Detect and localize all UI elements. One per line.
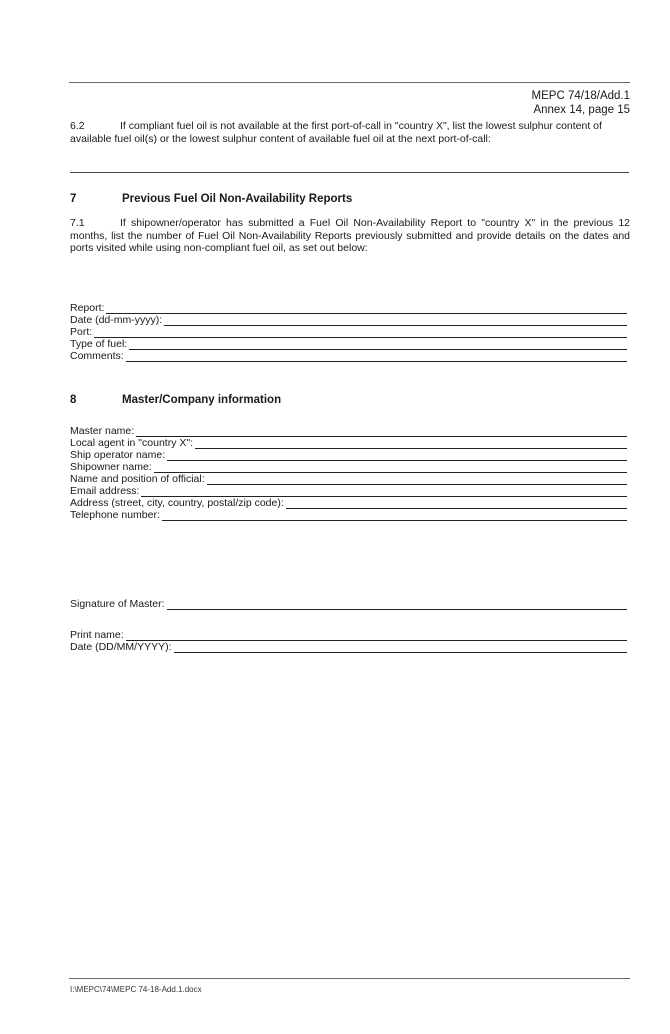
field-input-line[interactable]	[141, 487, 627, 497]
paragraph-number: 6.2	[70, 120, 85, 132]
field-input-line[interactable]	[94, 328, 627, 338]
field-label: Port:	[70, 326, 93, 338]
form-field-date	[70, 314, 627, 326]
signature-block	[70, 598, 627, 610]
field-input-line[interactable]	[136, 427, 627, 437]
paragraph-text: If shipowner/operator has submitted a Fuel Oil Non-Availability Report to "country X" in the previous 12 months, list the number of Fuel Oil Non-Availability Reports previously submitted and provide details on the dates and ports visited while using non-compliant fuel oil, as set out below:	[70, 217, 630, 254]
document-reference	[532, 89, 630, 117]
footer-rule	[69, 978, 630, 979]
form-field-local-agent	[70, 437, 627, 449]
document-symbol: MEPC 74/18/Add.1	[531, 90, 630, 102]
form-field-official	[70, 473, 627, 485]
field-input-line[interactable]	[167, 451, 627, 461]
form-field-port	[70, 326, 627, 338]
form-field-email	[70, 485, 627, 497]
form-field-master-name	[70, 425, 627, 437]
form-field-shipowner-name	[70, 461, 627, 473]
form-field-telephone	[70, 509, 627, 521]
form-field-ship-operator-name	[70, 449, 627, 461]
field-input-line[interactable]	[129, 340, 627, 350]
form-field-report	[70, 302, 627, 314]
field-input-line[interactable]	[106, 304, 627, 314]
field-label: Report:	[70, 302, 105, 314]
field-label: Master name:	[70, 425, 135, 437]
field-label: Type of fuel:	[70, 338, 128, 350]
form-field-comments	[70, 350, 627, 362]
field-input-line[interactable]	[195, 439, 627, 449]
form-field-signature	[70, 598, 627, 610]
answer-line-6-2[interactable]	[70, 172, 629, 173]
file-path: I:\MEPC\74\MEPC 74-18-Add.1.docx	[70, 985, 202, 994]
field-label: Shipowner name:	[70, 461, 152, 473]
paragraph-6-2	[70, 120, 630, 145]
field-input-line[interactable]	[164, 316, 627, 326]
section-7-heading	[70, 193, 352, 205]
section-8-heading	[70, 394, 281, 406]
field-label: Local agent in "country X":	[70, 437, 194, 449]
paragraph-number: 7.1	[70, 217, 85, 229]
field-label: Print name:	[70, 629, 124, 641]
field-label: Telephone number:	[70, 509, 160, 521]
paragraph-text: If compliant fuel oil is not available at the first port-of-call in "country X", list the lowest sulphur content of available fuel oil(s) or the lowest sulphur content of available fuel oil at the next port-of-call:	[70, 120, 602, 145]
field-label: Date (DD/MM/YYYY):	[70, 641, 172, 653]
field-label: Date (dd-mm-yyyy):	[70, 314, 163, 326]
field-label: Name and position of official:	[70, 473, 205, 485]
field-label: Address (street, city, country, postal/zip code):	[70, 497, 284, 509]
field-input-line[interactable]	[167, 600, 627, 610]
field-input-line[interactable]	[174, 643, 627, 653]
field-label: Ship operator name:	[70, 449, 166, 461]
form-field-type-of-fuel	[70, 338, 627, 350]
header-rule	[69, 82, 630, 83]
field-label: Email address:	[70, 485, 140, 497]
section-number: 8	[70, 394, 77, 406]
field-input-line[interactable]	[207, 475, 627, 485]
section-number: 7	[70, 193, 77, 205]
field-input-line[interactable]	[126, 352, 627, 362]
field-label: Signature of Master:	[70, 598, 165, 610]
field-input-line[interactable]	[162, 511, 627, 521]
print-block	[70, 629, 627, 653]
field-input-line[interactable]	[126, 631, 627, 641]
paragraph-7-1	[70, 217, 630, 255]
section-8-fields	[70, 425, 627, 521]
annex-page-label: Annex 14, page 15	[533, 104, 630, 116]
form-field-signature-date	[70, 641, 627, 653]
section-7-fields	[70, 302, 627, 362]
field-input-line[interactable]	[286, 499, 627, 509]
field-label: Comments:	[70, 350, 124, 362]
section-title: Master/Company information	[122, 394, 282, 406]
field-input-line[interactable]	[154, 463, 627, 473]
section-title: Previous Fuel Oil Non-Availability Reports	[122, 193, 353, 205]
form-field-address	[70, 497, 627, 509]
form-field-print-name	[70, 629, 627, 641]
